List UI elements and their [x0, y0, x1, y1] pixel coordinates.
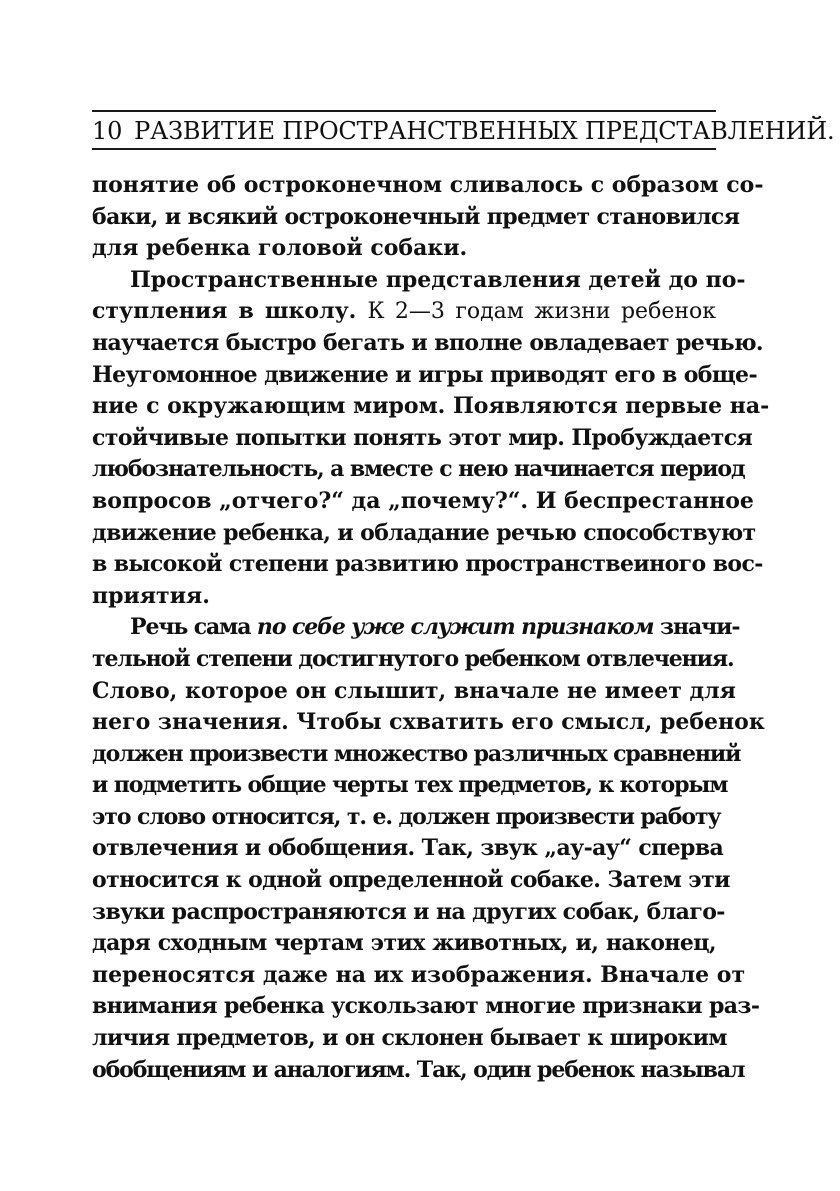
italic-run: по себе уже служит признаком — [256, 614, 654, 641]
text-line: звуки распространяются и на других собак, благо- — [92, 898, 725, 925]
book-page — [92, 110, 835, 1086]
text-run: К 2—3 годам жизни ребенок — [367, 299, 716, 325]
page-number: 10 — [92, 117, 123, 145]
text-line: понятие об остроконечном сливалось с образом со- — [92, 172, 764, 198]
text-line: приятия. — [92, 582, 210, 609]
text-line: баки, и всякий остроконечный предмет становился — [92, 203, 740, 230]
text-line — [92, 612, 740, 644]
text-line: личия предметов, и он склонен бывает к широким — [92, 1025, 727, 1052]
text-run: Речь сама — [130, 614, 251, 641]
section-heading-tail: ступления в школу. — [92, 298, 357, 325]
text-line: движение ребенка, и обладание речью способствуют — [92, 519, 756, 546]
text-line: вопросов „отчего?“ да „почему?“. И беспрестанное — [92, 487, 754, 514]
text-line: даря сходным чертам этих животных, и, наконец, — [92, 930, 716, 957]
running-header — [92, 112, 835, 148]
text-line: должен произвести множество различных сравнений — [92, 740, 741, 767]
text-line: стойчивые попытки понять этот мир. Пробуждается — [92, 424, 753, 451]
text-line: Неугомонное движение и игры приводят его в обще- — [92, 361, 757, 388]
text-line: это слово относится, т. е. должен произвести работу — [92, 803, 721, 830]
text-line: него значения. Чтобы схватить его смысл, ребенок — [92, 709, 765, 736]
running-title: РАЗВИТИЕ ПРОСТРАНСТВЕННЫХ ПРЕДСТАВЛЕНИЙ. — [134, 117, 835, 145]
body-text — [92, 170, 770, 1086]
text-run: значи- — [660, 614, 740, 641]
header-bottom-rule — [92, 148, 716, 150]
text-line: любознательность, а вместе с нею начинается период — [92, 456, 745, 483]
text-line: ние с окружающим миром. Появляются первые на- — [92, 393, 770, 420]
text-line: внимания ребенка ускользают многие признаки раз- — [92, 993, 760, 1020]
text-line: научается быстро бегать и вполне овладевает речью. — [92, 329, 763, 356]
text-line: в высокой степени развитию пространствеиного вос- — [92, 551, 763, 578]
text-line: для ребенка головой собаки. — [92, 235, 468, 262]
text-line: переносятся даже на их изображения. Вначале от — [92, 961, 746, 988]
text-line: Слово, которое он слышит, вначале не имеет для — [92, 677, 736, 704]
text-line: и подметить общие черты тех предметов, к которым — [92, 772, 728, 799]
text-line: обобщениям и аналогиям. Так, один ребенок называл — [92, 1056, 745, 1083]
text-line — [92, 296, 716, 328]
text-line: тельной степени достигнутого ребенком отвлечения. — [92, 645, 734, 672]
section-heading-line: Пространственные представления детей до по- — [130, 266, 746, 293]
text-line: относится к одной определенной собаке. Затем эти — [92, 867, 730, 894]
text-line: отвлечения и обобщения. Так, звук „ау-ау“ сперва — [92, 835, 724, 862]
